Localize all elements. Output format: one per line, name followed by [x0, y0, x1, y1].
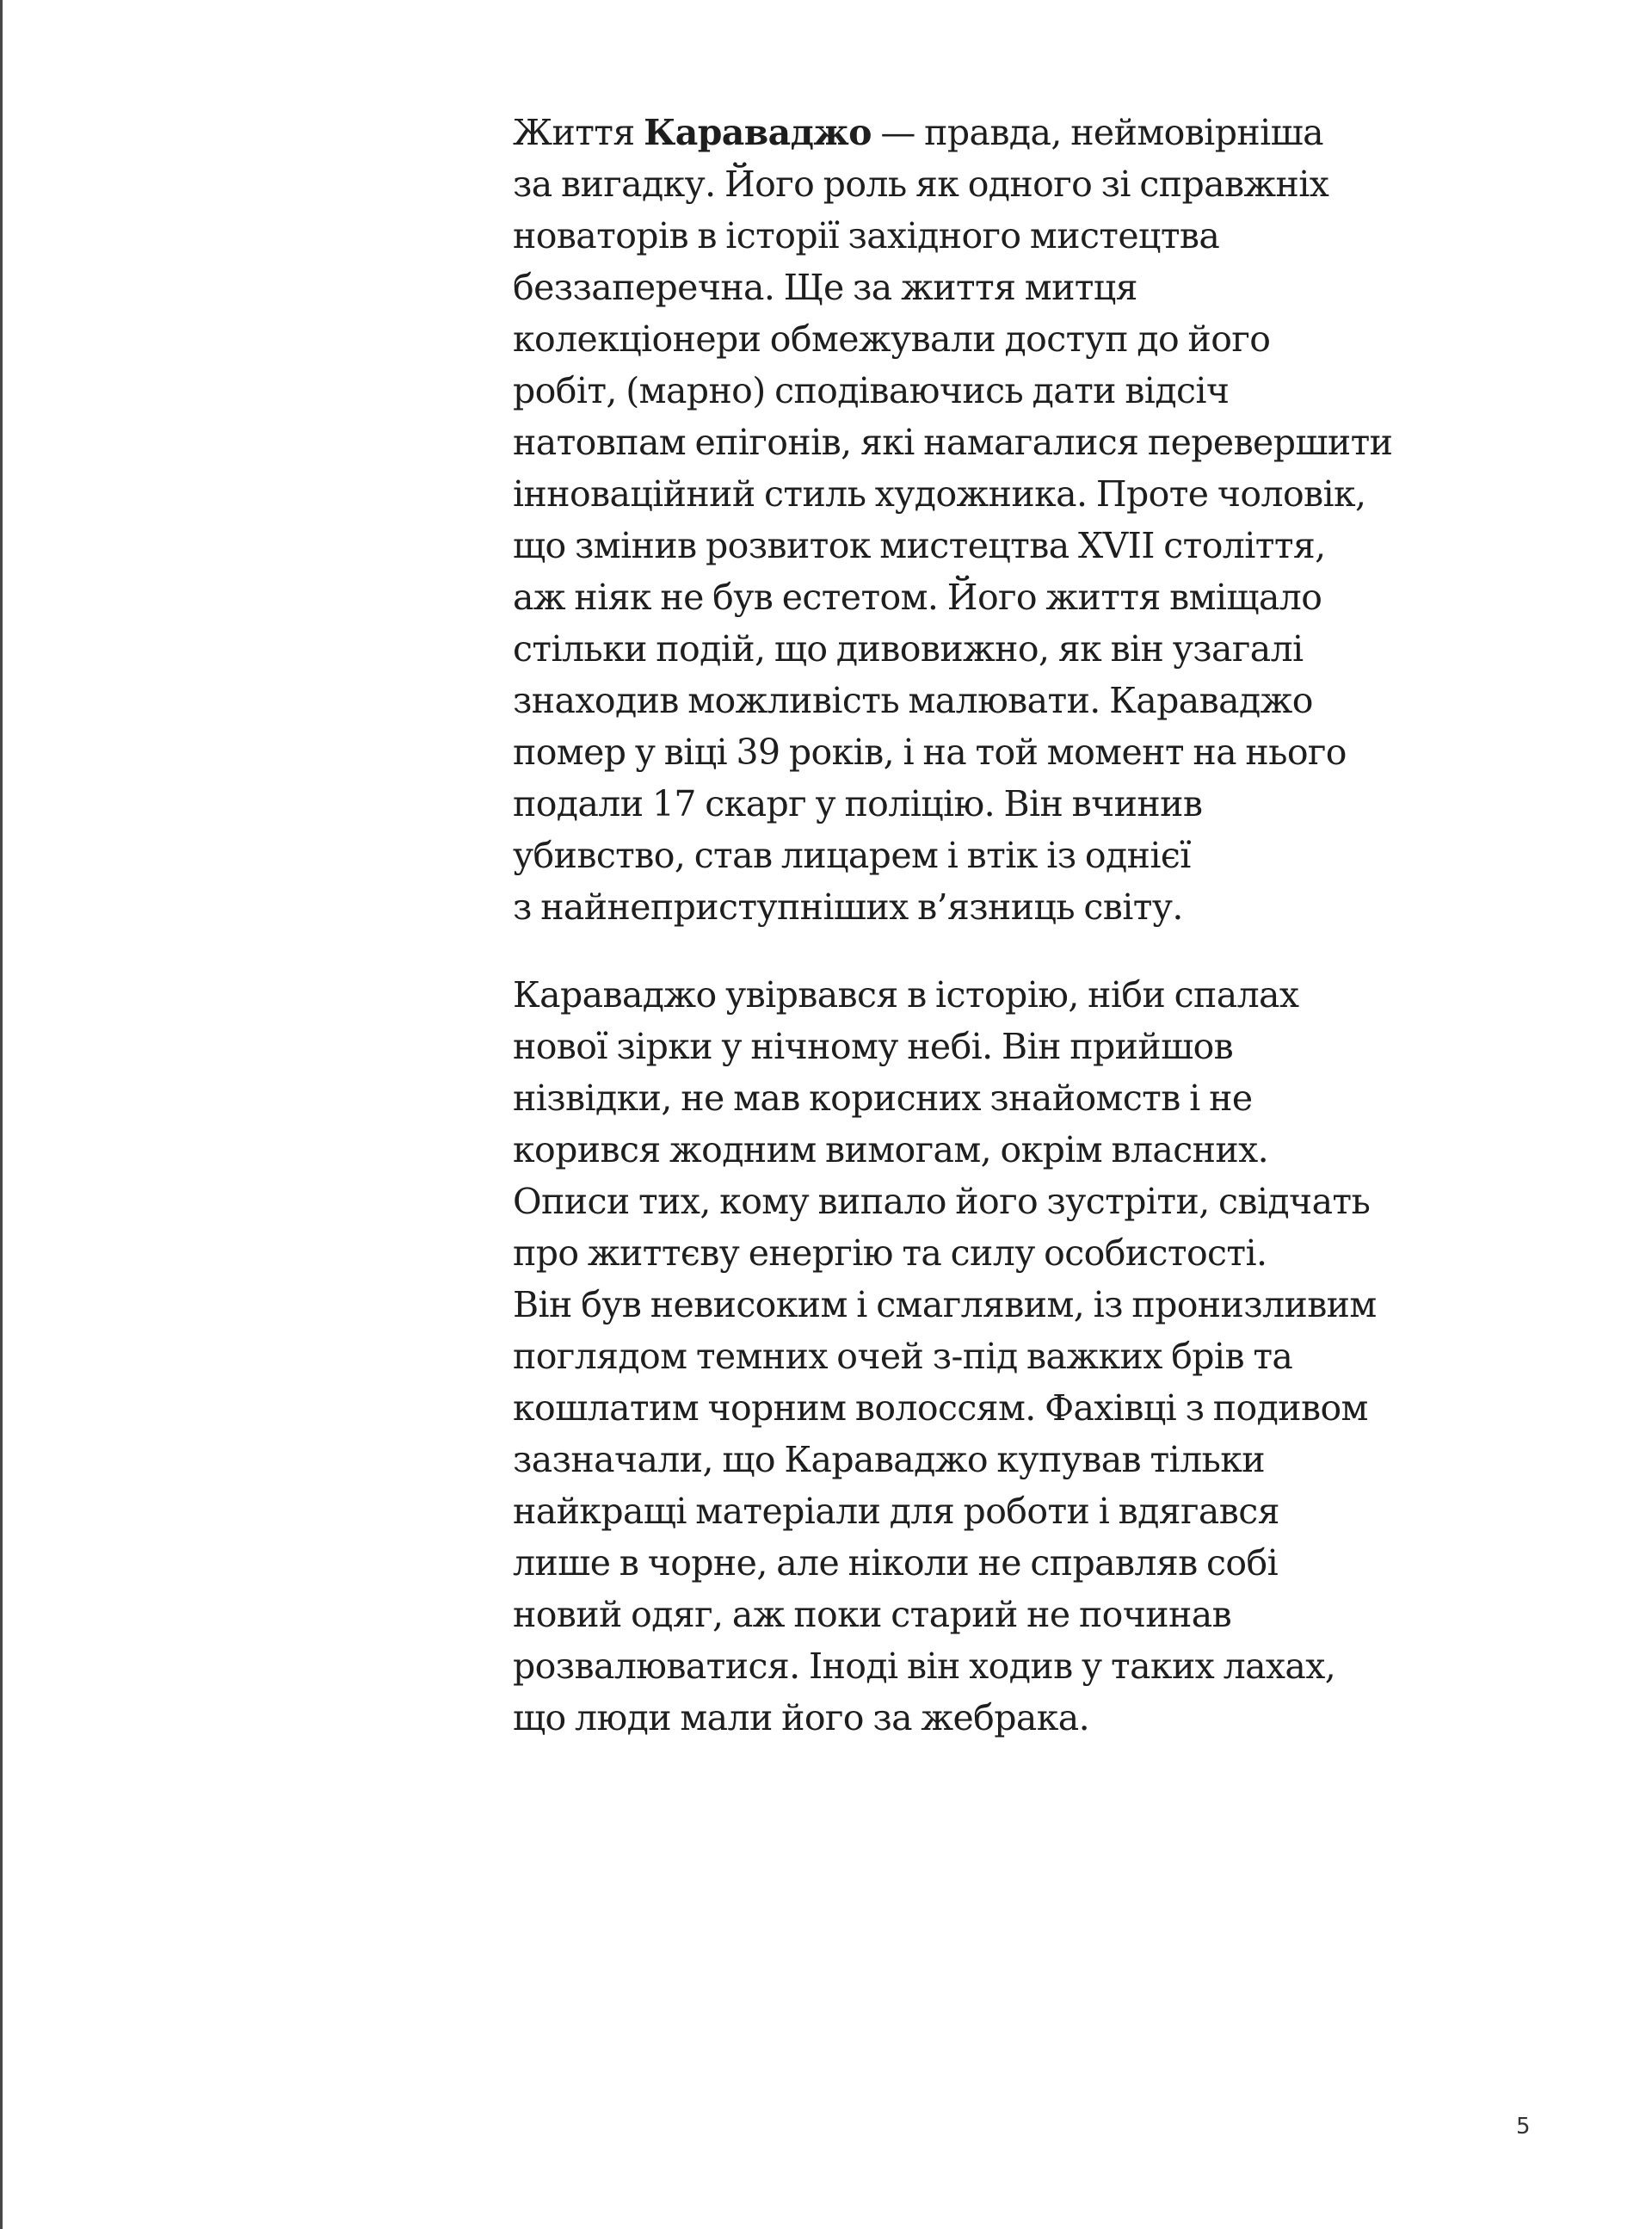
text-line: про життєву енергію та силу особистості. — [513, 1232, 1267, 1274]
text-line: інноваційний стиль художника. Проте чоловік, — [513, 473, 1366, 515]
text-line: новий одяг, аж поки старий не починав — [513, 1594, 1232, 1635]
text-line: корився жодним вимогам, окрім власних. — [513, 1129, 1269, 1170]
text-line: найкращі матеріали для роботи і вдягався — [513, 1491, 1279, 1532]
body-text — [513, 107, 1545, 1744]
page-edge-border — [0, 0, 3, 2229]
text-line: що люди мали його за жебрака. — [513, 1697, 1090, 1738]
text-line: аж ніяк не був естетом. Його життя вміщало — [513, 577, 1322, 618]
text-line: лише в чорне, але ніколи не справляв собі — [513, 1542, 1279, 1584]
text-line: помер у віці 39 років, і на той момент на нього — [513, 732, 1347, 773]
intro-prefix: Життя — [513, 112, 644, 153]
text-line: знаходив можливість малювати. Караваджо — [513, 680, 1313, 721]
text-line: поглядом темних очей з-під важких брів та — [513, 1336, 1293, 1377]
text-line: Караваджо увірвався в історію, ніби спалах — [513, 974, 1299, 1016]
paragraph-2 — [513, 969, 1545, 1744]
intro-suffix: — правда, неймовірніша — [871, 112, 1323, 153]
text-line: нової зірки у нічному небі. Він прийшов — [513, 1026, 1234, 1067]
text-line: з найнеприступніших в’язниць світу. — [513, 886, 1183, 928]
text-line: стільки подій, що дивовижно, як він узагалі — [513, 628, 1304, 670]
text-line: подали 17 скарг у поліцію. Він вчинив — [513, 783, 1203, 824]
page-number: 5 — [1516, 2114, 1531, 2139]
text-line: робіт, (марно) сподіваючись дати відсіч — [513, 370, 1230, 411]
text-line: беззаперечна. Ще за життя митця — [513, 267, 1137, 308]
artist-name-bold: Караваджо — [644, 112, 872, 153]
text-line: що змінив розвиток мистецтва XVII століття, — [513, 525, 1326, 566]
text-line: розвалюватися. Іноді він ходив у таких лахах, — [513, 1646, 1336, 1687]
text-line: зазначали, що Караваджо купував тільки — [513, 1439, 1265, 1480]
text-line: Описи тих, кому випало його зустріти, свідчать — [513, 1181, 1371, 1222]
text-line: колекціонери обмежували доступ до його — [513, 318, 1271, 360]
text-line: кошлатим чорним волоссям. Фахівці з подивом — [513, 1387, 1368, 1429]
text-line: новаторів в історії західного мистецтва — [513, 215, 1220, 256]
paragraph-1 — [513, 107, 1545, 933]
text-line: натовпам епігонів, які намагалися перевершити — [513, 422, 1393, 463]
text-line — [513, 107, 1545, 158]
text-line: за вигадку. Його роль як одного зі справжніх — [513, 164, 1329, 205]
text-line: Він був невисоким і смаглявим, із пронизливим — [513, 1284, 1377, 1325]
text-line: убивство, став лицарем і втік із однієї — [513, 835, 1191, 876]
text-line: нізвідки, не мав корисних знайомств і не — [513, 1077, 1253, 1119]
